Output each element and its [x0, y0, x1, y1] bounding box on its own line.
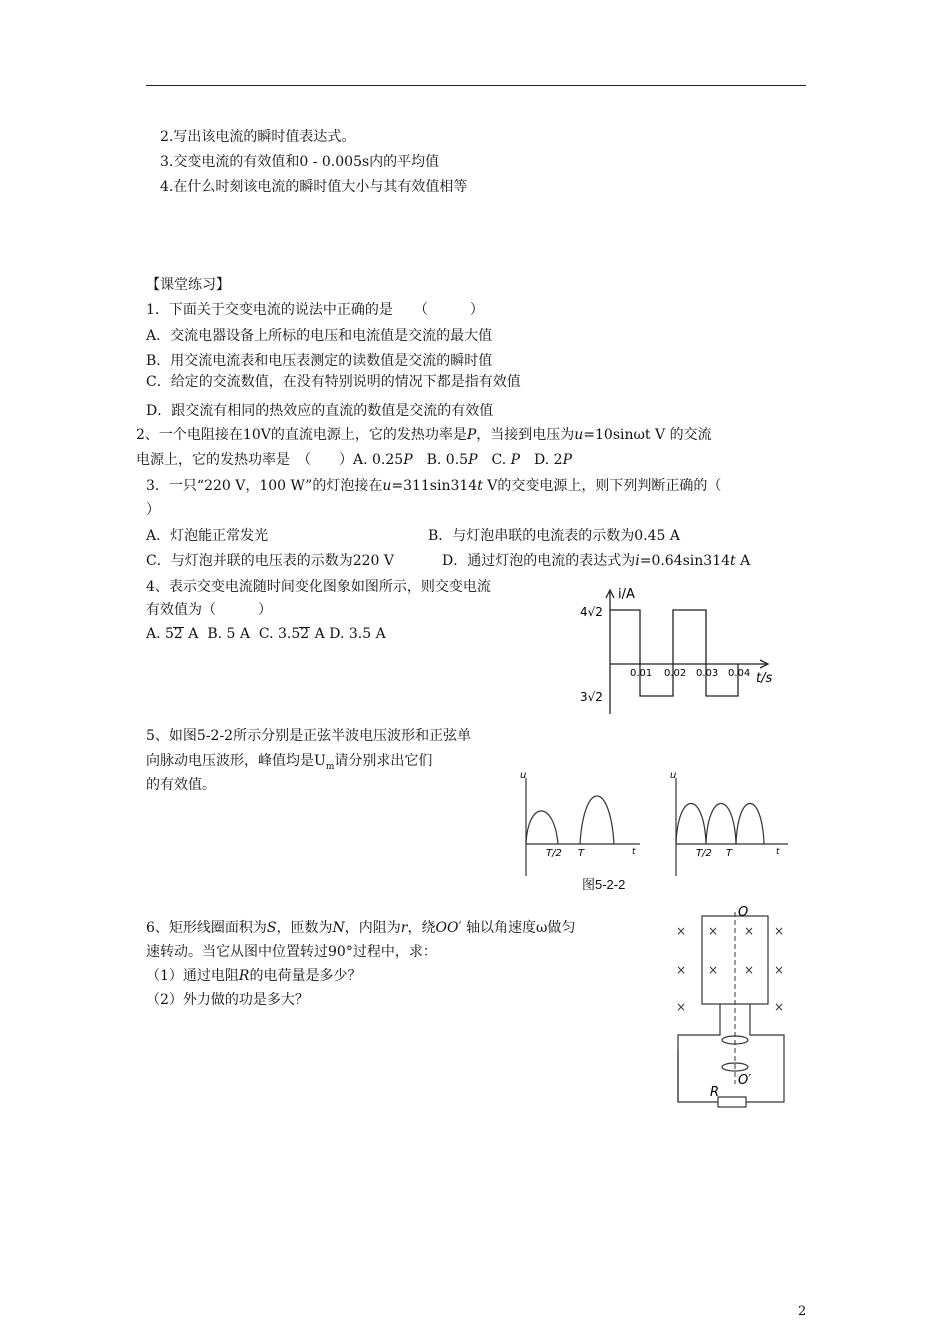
cross-icon: ×	[676, 963, 687, 977]
q2-text: 2、一个电阻接在10V的直流电源上，它的发热功率是	[136, 427, 467, 443]
q5-line1: 5、如图5-2-2所示分别是正弦半波电压波形和正弦单	[146, 728, 472, 744]
q3-text: V的交变电源上，则下列判断正确的（	[482, 478, 722, 494]
q6-text: 6、矩形线圈面积为	[146, 920, 267, 936]
q2-var-u: u	[574, 427, 584, 443]
q6-line2: 速转动。当它从图中位置转过90°过程中，求：	[146, 944, 437, 960]
q6-bottom-label: O′	[738, 1073, 752, 1088]
q4-option-a-unit: A	[188, 626, 199, 642]
q5-left-x-label: t	[632, 847, 636, 857]
q2-var-p: P	[466, 427, 477, 443]
q4-option-d: D. 3.5 A	[329, 626, 386, 642]
q3-text: D．通过灯泡的电流的表达式为	[442, 553, 636, 569]
q5-half-wave-graph	[518, 770, 643, 880]
q3-line1	[146, 477, 721, 495]
q3-option-a: A．灯泡能正常发光	[146, 528, 269, 544]
cross-icon: ×	[774, 1000, 785, 1014]
q4-option-b: B. 5 A	[207, 626, 250, 642]
q4-option-c: C. 3.5	[258, 626, 301, 642]
q3-var-u: u	[382, 478, 392, 494]
q3-option-d	[442, 552, 750, 570]
q5-right-tick-2: T	[726, 848, 733, 859]
cross-icon: ×	[676, 924, 687, 938]
cross-icon: ×	[744, 963, 755, 977]
header-rule	[146, 85, 806, 86]
q5-text: 向脉动电压波形，峰值均是U	[146, 753, 326, 769]
q3-text: =311sin314	[391, 478, 478, 494]
q6-var-n: N	[332, 920, 345, 936]
q4-option-a: A. 5	[146, 626, 174, 642]
q4-line2: 有效值为（ ）	[146, 602, 272, 618]
q2-text: 电源上，它的发热功率是 （ ）A. 0.25	[136, 452, 404, 468]
q2-line2	[136, 451, 572, 469]
sqrt-icon: 2	[300, 626, 310, 642]
q6-text: （1）通过电阻	[146, 968, 239, 984]
q6-line1	[146, 919, 575, 937]
q5-right-y-label: u	[670, 770, 677, 781]
q4-tick-1: 0.01	[630, 668, 653, 679]
q5-left-y-label: u	[520, 770, 527, 781]
q5-left-tick-1: T/2	[546, 848, 562, 859]
intro-item-4: 4.在什么时刻该电流的瞬时值大小与其有效值相等	[160, 179, 468, 195]
q6-var-r: r	[400, 920, 408, 936]
q4-tick-4: 0.04	[728, 668, 751, 679]
cross-icon: ×	[676, 1000, 687, 1014]
q6-top-label: O	[738, 905, 749, 920]
q4-tick-2: 0.02	[664, 668, 687, 679]
q1-option-c: C．给定的交流数值，在没有特别说明的情况下都是指有效值	[146, 374, 521, 390]
q6-var-s: S	[266, 920, 277, 936]
q3-line2: ）	[146, 502, 160, 518]
q3-text: =0.64sin314	[639, 553, 731, 569]
q5-right-tick-1: T/2	[696, 848, 712, 859]
q4-square-wave-graph	[578, 582, 778, 717]
q5-left-tick-2: T	[578, 848, 585, 859]
q6-resistor-label: R	[710, 1085, 720, 1100]
q1-option-d: D．跟交流有相同的热效应的直流的数值是交流的有效值	[146, 403, 494, 419]
q6-var-r-big: R	[238, 968, 250, 984]
q3-var-i: i	[635, 553, 640, 569]
q4-options	[146, 625, 386, 643]
q2-var-p: P	[562, 452, 572, 468]
q5-line3: 的有效值。	[146, 777, 216, 793]
q2-var-p: P	[468, 452, 478, 468]
q5-figure-caption: 图5-2-2	[582, 877, 626, 892]
q6-text: ，内阻为	[344, 920, 401, 936]
q6-coil-figure	[670, 902, 795, 1112]
q5-full-wave-graph	[668, 770, 793, 880]
intro-item-3: 3.交变电流的有效值和0 - 0.005s内的平均值	[160, 154, 440, 170]
q3-option-c: C．与灯泡并联的电压表的示数为220 V	[146, 553, 394, 569]
q4-pos-label: 4√2	[580, 605, 603, 619]
q4-line1: 4、表示交变电流随时间变化图象如图所示，则交变电流	[146, 579, 491, 595]
q6-sub1	[146, 967, 361, 985]
cross-icon: ×	[774, 924, 785, 938]
q3-var-t: t	[477, 478, 483, 494]
cross-icon: ×	[744, 924, 755, 938]
q2-text: C.	[477, 452, 507, 468]
q2-var-p: P	[403, 452, 413, 468]
q3-option-b: B．与灯泡串联的电流表的示数为0.45 A	[428, 528, 681, 544]
q4-x-label: t/s	[756, 671, 773, 686]
sqrt-icon: 2	[173, 626, 183, 642]
q4-y-label: i/A	[618, 587, 635, 602]
q1-option-a: A．交流电器设备上所标的电压和电流值是交流的最大值	[146, 328, 493, 344]
q3-text: A	[735, 553, 751, 569]
q1-stem: 1．下面关于交变电流的说法中正确的是 （ ）	[146, 302, 484, 318]
q2-text: =10sinωt V 的交流	[583, 427, 712, 443]
q3-var-t: t	[730, 553, 736, 569]
q5-right-x-label: t	[776, 847, 780, 857]
q1-option-b: B．用交流电流表和电压表测定的读数值是交流的瞬时值	[146, 353, 493, 369]
q2-var-p: P	[510, 452, 521, 468]
q5-line2	[146, 752, 432, 776]
q3-text: 3．一只“220 V，100 W”的灯泡接在	[146, 478, 383, 494]
q4-option-c-unit: A	[314, 626, 325, 642]
q2-line1	[136, 426, 712, 444]
section-title: 【课堂练习】	[146, 277, 230, 293]
q6-text: ，匝数为	[276, 920, 333, 936]
q6-text: 轴以角速度ω做匀	[466, 920, 576, 936]
q2-text: ，当接到电压为	[476, 427, 575, 443]
q2-text: B. 0.5	[412, 452, 469, 468]
cross-icon: ×	[774, 963, 785, 977]
q4-tick-3: 0.03	[696, 668, 719, 679]
q4-neg-label: 3√2	[580, 690, 603, 704]
q5-text: 请分别求出它们	[334, 753, 433, 769]
q5-subscript: m	[325, 761, 335, 772]
q6-text: 的电荷量是多少？	[249, 968, 362, 984]
q6-axis-label: OO′	[435, 920, 462, 936]
intro-item-2: 2.写出该电流的瞬时值表达式。	[160, 129, 356, 145]
cross-icon: ×	[708, 963, 719, 977]
q6-text: ，绕	[407, 920, 436, 936]
q2-text: D. 2	[520, 452, 563, 468]
page-number: 2	[798, 1304, 807, 1319]
cross-icon: ×	[708, 924, 719, 938]
q6-sub2: （2）外力做的功是多大？	[146, 992, 309, 1008]
